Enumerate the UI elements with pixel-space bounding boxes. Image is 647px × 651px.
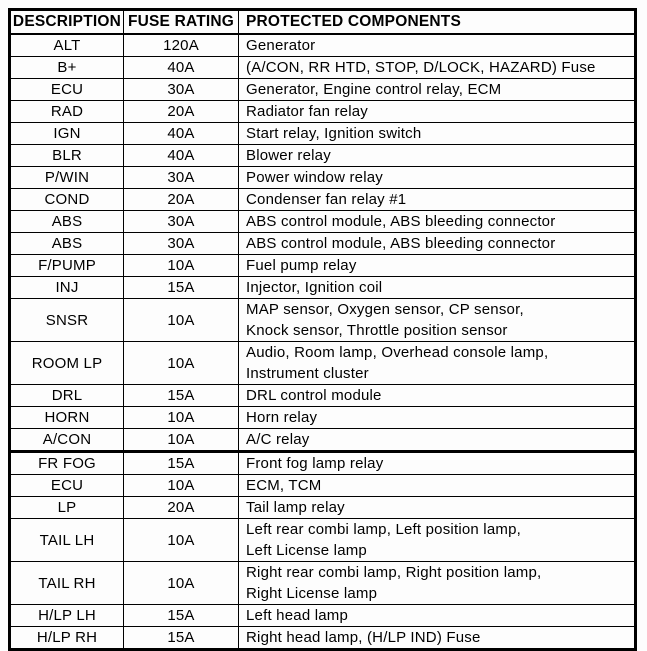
table-row — [10, 299, 636, 342]
protected-components-cell — [239, 79, 636, 101]
component-line: A/C relay — [246, 431, 310, 448]
protected-components-cell — [239, 123, 636, 145]
protected-components-cell — [239, 519, 636, 562]
protected-components-cell — [239, 211, 636, 233]
protected-components-cell — [239, 475, 636, 497]
column-header-fuse-rating: FUSE RATING — [124, 10, 239, 35]
description-cell: ECU — [10, 79, 124, 101]
table-row — [10, 385, 636, 407]
description-cell: TAIL LH — [10, 519, 124, 562]
description-cell: A/CON — [10, 429, 124, 452]
protected-components-cell — [239, 407, 636, 429]
component-line: Right head lamp, (H/LP IND) Fuse — [246, 629, 481, 646]
component-line: Start relay, Ignition switch — [246, 125, 422, 142]
table-row — [10, 475, 636, 497]
fuse-rating-cell: 10A — [124, 475, 239, 497]
table-row — [10, 145, 636, 167]
description-cell: P/WIN — [10, 167, 124, 189]
fuse-rating-cell: 10A — [124, 562, 239, 605]
table-row — [10, 605, 636, 627]
component-line: Fuel pump relay — [246, 257, 357, 274]
table-row — [10, 167, 636, 189]
fuse-rating-cell: 40A — [124, 123, 239, 145]
table-row — [10, 627, 636, 650]
component-line: Radiator fan relay — [246, 103, 368, 120]
component-line: Instrument cluster — [246, 365, 369, 382]
manual-page — [8, 8, 637, 651]
protected-components-cell — [239, 605, 636, 627]
component-line: Front fog lamp relay — [246, 455, 384, 472]
description-cell: DRL — [10, 385, 124, 407]
fuse-rating-cell: 10A — [124, 299, 239, 342]
component-line: (A/CON, RR HTD, STOP, D/LOCK, HAZARD) Fuse — [246, 59, 596, 76]
description-cell: LP — [10, 497, 124, 519]
table-row — [10, 519, 636, 562]
component-line: Power window relay — [246, 169, 383, 186]
description-cell: INJ — [10, 277, 124, 299]
fuse-rating-cell: 40A — [124, 57, 239, 79]
table-row — [10, 277, 636, 299]
component-line: Blower relay — [246, 147, 331, 164]
table-row — [10, 452, 636, 475]
fuse-rating-cell: 15A — [124, 452, 239, 475]
protected-components-cell — [239, 57, 636, 79]
component-line: Generator, Engine control relay, ECM — [246, 81, 502, 98]
table-row — [10, 255, 636, 277]
fuse-rating-cell: 30A — [124, 233, 239, 255]
component-line: MAP sensor, Oxygen sensor, CP sensor, — [246, 301, 524, 318]
protected-components-cell — [239, 34, 636, 57]
description-cell: HORN — [10, 407, 124, 429]
protected-components-cell — [239, 429, 636, 452]
fuse-rating-cell: 40A — [124, 145, 239, 167]
protected-components-cell — [239, 452, 636, 475]
description-cell: RAD — [10, 101, 124, 123]
fuse-rating-cell: 20A — [124, 497, 239, 519]
component-line: Left License lamp — [246, 542, 367, 559]
table-row — [10, 342, 636, 385]
component-line: Audio, Room lamp, Overhead console lamp, — [246, 344, 549, 361]
description-cell: ALT — [10, 34, 124, 57]
table-row — [10, 429, 636, 452]
component-line: Right rear combi lamp, Right position lamp, — [246, 564, 542, 581]
protected-components-cell — [239, 342, 636, 385]
fuse-rating-cell: 20A — [124, 101, 239, 123]
description-cell: H/LP LH — [10, 605, 124, 627]
protected-components-cell — [239, 189, 636, 211]
fuse-rating-cell: 15A — [124, 627, 239, 650]
table-header — [10, 10, 636, 35]
description-cell: COND — [10, 189, 124, 211]
component-line: Knock sensor, Throttle position sensor — [246, 322, 508, 339]
component-line: Right License lamp — [246, 585, 378, 602]
protected-components-cell — [239, 255, 636, 277]
component-line: Condenser fan relay #1 — [246, 191, 407, 208]
protected-components-cell — [239, 167, 636, 189]
component-line: ECM, TCM — [246, 477, 322, 494]
description-cell: TAIL RH — [10, 562, 124, 605]
description-cell: BLR — [10, 145, 124, 167]
description-cell: SNSR — [10, 299, 124, 342]
column-header-description: DESCRIPTION — [10, 10, 124, 35]
fuse-rating-cell: 120A — [124, 34, 239, 57]
protected-components-cell — [239, 299, 636, 342]
fuse-rating-cell: 10A — [124, 407, 239, 429]
table-row — [10, 189, 636, 211]
table-row — [10, 123, 636, 145]
fuse-rating-cell: 20A — [124, 189, 239, 211]
fuse-table-body — [10, 34, 636, 650]
description-cell: F/PUMP — [10, 255, 124, 277]
fuse-rating-cell: 15A — [124, 277, 239, 299]
table-row — [10, 497, 636, 519]
protected-components-cell — [239, 277, 636, 299]
table-row — [10, 34, 636, 57]
component-line: DRL control module — [246, 387, 382, 404]
protected-components-cell — [239, 385, 636, 407]
description-cell: B+ — [10, 57, 124, 79]
fuse-rating-cell: 10A — [124, 342, 239, 385]
table-row — [10, 101, 636, 123]
fuse-rating-cell: 30A — [124, 167, 239, 189]
description-cell: FR FOG — [10, 452, 124, 475]
table-row — [10, 233, 636, 255]
fuse-rating-cell: 15A — [124, 385, 239, 407]
protected-components-cell — [239, 497, 636, 519]
fuse-rating-cell: 10A — [124, 255, 239, 277]
fuse-rating-cell: 15A — [124, 605, 239, 627]
component-line: Injector, Ignition coil — [246, 279, 383, 296]
description-cell: H/LP RH — [10, 627, 124, 650]
header-row — [10, 10, 636, 35]
protected-components-cell — [239, 101, 636, 123]
protected-components-cell — [239, 145, 636, 167]
description-cell: IGN — [10, 123, 124, 145]
description-cell: ABS — [10, 233, 124, 255]
component-line: Generator — [246, 37, 316, 54]
fuse-rating-cell: 10A — [124, 519, 239, 562]
fuse-rating-cell: 30A — [124, 211, 239, 233]
description-cell: ROOM LP — [10, 342, 124, 385]
protected-components-cell — [239, 233, 636, 255]
table-row — [10, 79, 636, 101]
fuse-rating-cell: 30A — [124, 79, 239, 101]
protected-components-cell — [239, 562, 636, 605]
table-row — [10, 211, 636, 233]
column-header-protected-components: PROTECTED COMPONENTS — [239, 10, 636, 35]
component-line: ABS control module, ABS bleeding connector — [246, 235, 556, 252]
component-line: Left rear combi lamp, Left position lamp, — [246, 521, 521, 538]
protected-components-cell — [239, 627, 636, 650]
description-cell: ECU — [10, 475, 124, 497]
table-row — [10, 562, 636, 605]
component-line: Left head lamp — [246, 607, 349, 624]
component-line: Horn relay — [246, 409, 318, 426]
fuse-rating-cell: 10A — [124, 429, 239, 452]
component-line: ABS control module, ABS bleeding connector — [246, 213, 556, 230]
fuse-rating-table — [8, 8, 637, 651]
table-row — [10, 407, 636, 429]
component-line: Tail lamp relay — [246, 499, 345, 516]
description-cell: ABS — [10, 211, 124, 233]
table-row — [10, 57, 636, 79]
